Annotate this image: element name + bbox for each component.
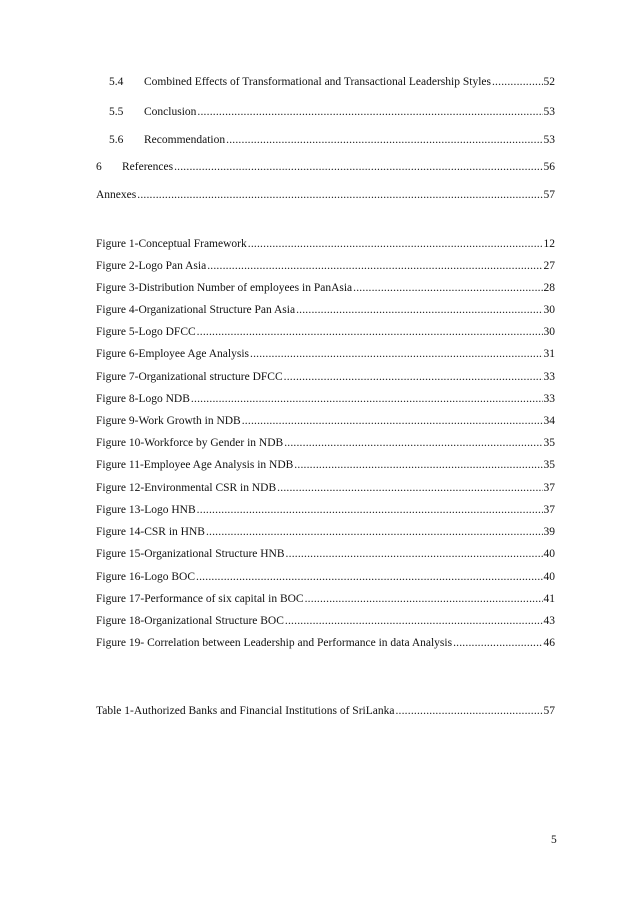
figure-page: 43 xyxy=(543,615,555,627)
figure-page: 28 xyxy=(543,282,555,294)
dot-leader xyxy=(191,391,543,407)
figure-page: 34 xyxy=(543,415,555,427)
figure-page: 37 xyxy=(543,504,555,516)
dot-leader xyxy=(277,480,542,496)
toc-entry-6[interactable] xyxy=(0,159,638,175)
figure-title: Figure 19- Correlation between Leadership and Performance in data Analysis xyxy=(96,637,453,649)
figure-page: 33 xyxy=(543,393,555,405)
figure-title: Figure 14-CSR in HNB xyxy=(96,526,205,538)
figure-entry[interactable] xyxy=(0,457,638,473)
figure-page: 46 xyxy=(543,637,555,649)
toc-entry-page: 56 xyxy=(543,161,555,173)
dot-leader xyxy=(284,369,543,385)
dot-leader xyxy=(174,159,542,175)
dot-leader xyxy=(250,346,543,362)
figure-entry[interactable] xyxy=(0,369,638,385)
table-title: Table 1-Authorized Banks and Financial Institutions of SriLanka xyxy=(96,705,395,717)
figure-entry[interactable] xyxy=(0,413,638,429)
figure-title: Figure 13-Logo HNB xyxy=(96,504,196,516)
figure-page: 41 xyxy=(543,593,555,605)
toc-entry-number: 6 xyxy=(96,161,102,173)
figure-page: 27 xyxy=(543,260,555,272)
figure-title: Figure 5-Logo DFCC xyxy=(96,326,196,338)
figure-page: 30 xyxy=(543,326,555,338)
table-entry[interactable] xyxy=(0,703,638,719)
figure-page: 12 xyxy=(543,238,555,250)
figure-title: Figure 12-Environmental CSR in NDB xyxy=(96,482,277,494)
figure-entry[interactable] xyxy=(0,280,638,296)
figure-entry[interactable] xyxy=(0,480,638,496)
figure-entry[interactable] xyxy=(0,613,638,629)
figure-page: 33 xyxy=(543,371,555,383)
figure-page: 40 xyxy=(543,571,555,583)
toc-entry-5-4[interactable] xyxy=(0,74,638,90)
figure-title: Figure 18-Organizational Structure BOC xyxy=(96,615,284,627)
figure-page: 31 xyxy=(543,348,555,360)
toc-entry-title: Combined Effects of Transformational and Transactional Leadership Styles xyxy=(144,76,491,88)
figure-title: Figure 7-Organizational structure DFCC xyxy=(96,371,283,383)
figure-entry[interactable] xyxy=(0,391,638,407)
toc-entry-title: Recommendation xyxy=(144,134,226,146)
figure-title: Figure 17-Performance of six capital in BOC xyxy=(96,593,304,605)
figure-page: 35 xyxy=(543,459,555,471)
toc-entry-number: 5.6 xyxy=(109,134,124,146)
dot-leader xyxy=(353,280,542,296)
dot-leader xyxy=(137,187,542,203)
figure-title: Figure 9-Work Growth in NDB xyxy=(96,415,241,427)
figure-entry[interactable] xyxy=(0,635,638,651)
dot-leader xyxy=(305,591,543,607)
toc-entry-annexes[interactable] xyxy=(0,187,638,203)
figure-entry[interactable] xyxy=(0,569,638,585)
figure-page: 37 xyxy=(543,482,555,494)
toc-entry-page: 53 xyxy=(543,106,555,118)
dot-leader xyxy=(284,435,542,451)
figure-title: Figure 15-Organizational Structure HNB xyxy=(96,548,285,560)
dot-leader xyxy=(453,635,542,651)
figure-entry[interactable] xyxy=(0,302,638,318)
figure-entry[interactable] xyxy=(0,236,638,252)
toc-entry-title: Annexes xyxy=(96,189,137,201)
figure-entry[interactable] xyxy=(0,435,638,451)
toc-entry-number: 5.4 xyxy=(109,76,124,88)
figure-title: Figure 6-Employee Age Analysis xyxy=(96,348,249,360)
figure-title: Figure 2-Logo Pan Asia xyxy=(96,260,207,272)
dot-leader xyxy=(197,324,543,340)
figure-page: 30 xyxy=(543,304,555,316)
figure-entry[interactable] xyxy=(0,502,638,518)
figure-title: Figure 10-Workforce by Gender in NDB xyxy=(96,437,284,449)
dot-leader xyxy=(285,613,543,629)
figure-page: 39 xyxy=(543,526,555,538)
figure-title: Figure 16-Logo BOC xyxy=(96,571,196,583)
dot-leader xyxy=(294,457,542,473)
dot-leader xyxy=(395,703,542,719)
dot-leader xyxy=(242,413,543,429)
page-number: 5 xyxy=(551,834,557,846)
toc-entry-5-5[interactable] xyxy=(0,104,638,120)
toc-entry-number: 5.5 xyxy=(109,106,124,118)
figure-entry[interactable] xyxy=(0,546,638,562)
figure-title: Figure 8-Logo NDB xyxy=(96,393,190,405)
figure-page: 40 xyxy=(543,548,555,560)
dot-leader xyxy=(248,236,543,252)
toc-entry-page: 57 xyxy=(543,189,555,201)
toc-entry-page: 53 xyxy=(543,134,555,146)
figure-entry[interactable] xyxy=(0,324,638,340)
figure-entry[interactable] xyxy=(0,346,638,362)
figure-entry[interactable] xyxy=(0,591,638,607)
dot-leader xyxy=(197,104,542,120)
dot-leader xyxy=(296,302,542,318)
dot-leader xyxy=(207,258,542,274)
toc-entry-title: References xyxy=(122,161,174,173)
figure-entry[interactable] xyxy=(0,524,638,540)
dot-leader xyxy=(286,546,543,562)
figure-title: Figure 1-Conceptual Framework xyxy=(96,238,247,250)
dot-leader xyxy=(492,74,543,90)
figure-entry[interactable] xyxy=(0,258,638,274)
figure-title: Figure 4-Organizational Structure Pan Asia xyxy=(96,304,296,316)
dot-leader xyxy=(226,132,542,148)
table-page: 57 xyxy=(543,705,555,717)
figure-title: Figure 11-Employee Age Analysis in NDB xyxy=(96,459,294,471)
dot-leader xyxy=(196,569,542,585)
figure-page: 35 xyxy=(543,437,555,449)
toc-entry-page: 52 xyxy=(543,76,555,88)
toc-entry-title: Conclusion xyxy=(144,106,197,118)
figure-title: Figure 3-Distribution Number of employees in PanAsia xyxy=(96,282,353,294)
toc-entry-5-6[interactable] xyxy=(0,132,638,148)
dot-leader xyxy=(206,524,543,540)
dot-leader xyxy=(197,502,543,518)
